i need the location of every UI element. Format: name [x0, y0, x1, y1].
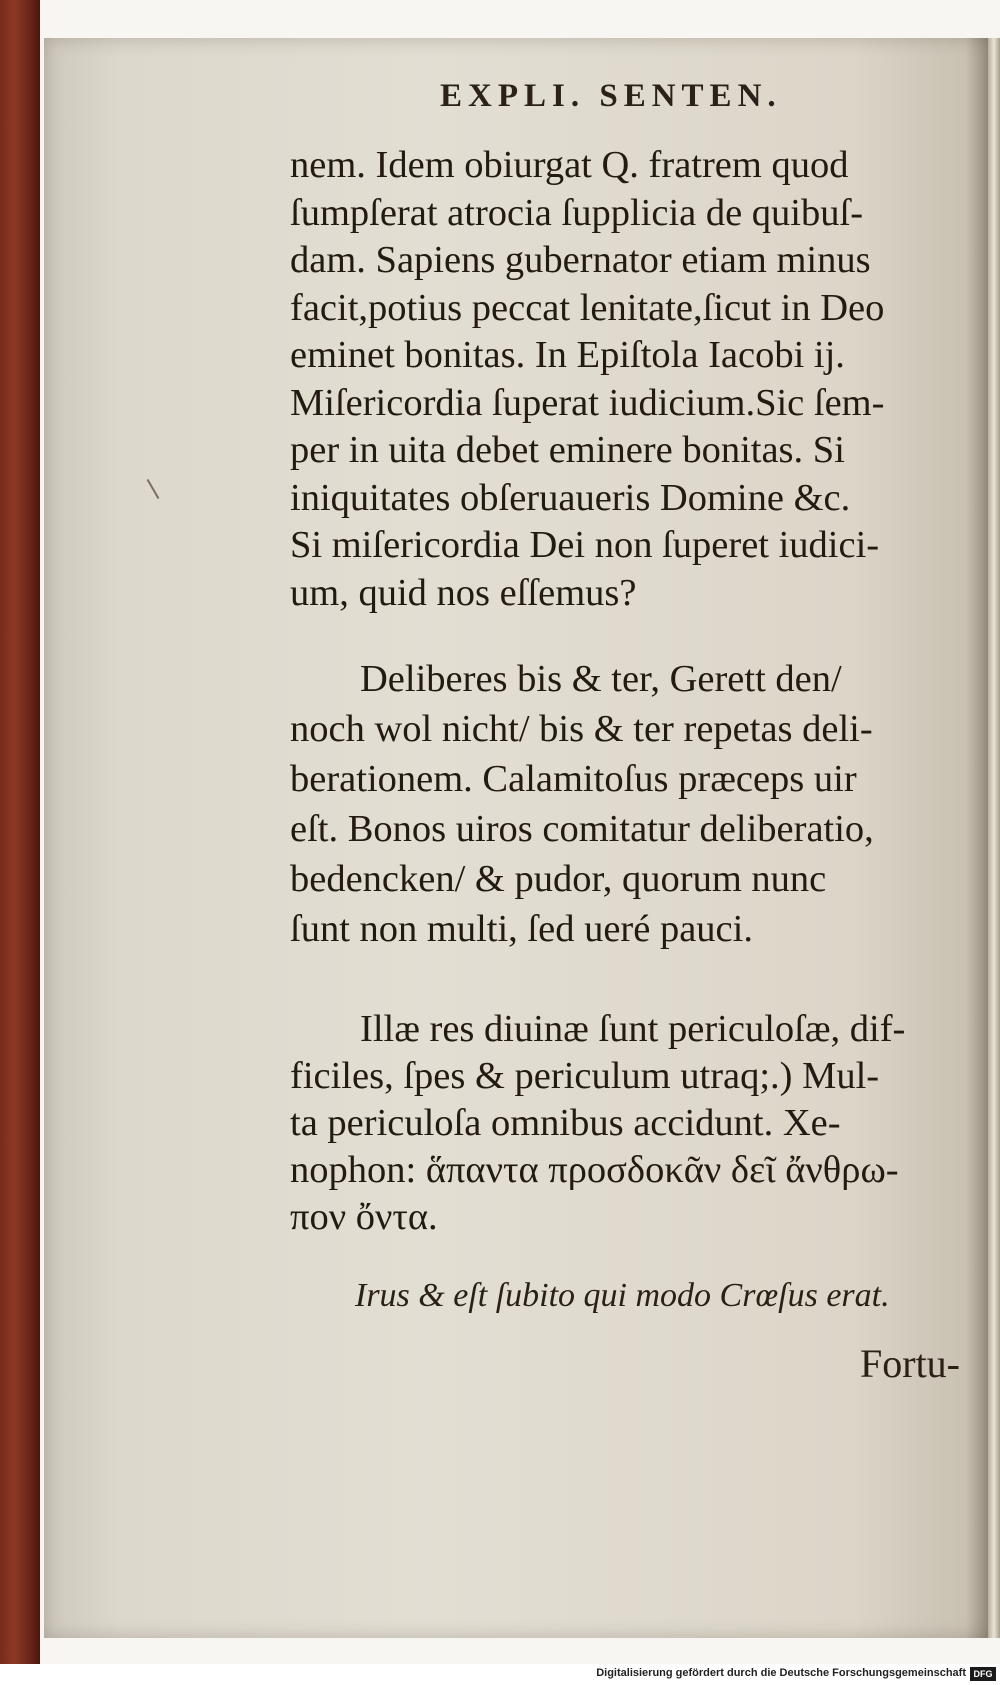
text-line: Miſericordia ſuperat iudicium.Sic ſem- — [290, 381, 885, 424]
text-line: noch wol nicht/ bis & ter repetas deli- — [290, 708, 873, 750]
text-line: ficiles, ſpes & periculum utraq;.) Mul- — [290, 1055, 880, 1097]
dfg-logo: DFG — [970, 1667, 996, 1681]
text-line: per in uita debet eminere bonitas. Si — [290, 429, 845, 471]
catchword: Fortu- — [860, 1341, 960, 1386]
text-line: Si miſericordia Dei non ſuperet iudici- — [290, 524, 880, 566]
footer-bar — [0, 1664, 1000, 1685]
paragraph-2 — [290, 654, 990, 954]
paragraph-1 — [290, 142, 990, 617]
text-line: ta periculoſa omnibus accidunt. Xe- — [290, 1102, 841, 1144]
text-line: ſunt non multi, ſed ueré pauci. — [290, 908, 753, 950]
text-line: nem. Idem obiurgat Q. fratrem quod — [290, 144, 849, 186]
text-line: berationem. Calamitoſus præceps uir — [290, 758, 857, 800]
text-line: facit,potius peccat lenitate,ſicut in Deo — [290, 286, 885, 329]
text-line: nophon: ἅπαντα προσδοκᾶν δεῖ ἄνθρω- — [290, 1149, 899, 1191]
text-line: dam. Sapiens gubernator etiam minus — [290, 239, 871, 281]
text-line: Illæ res diuinæ ſunt periculoſæ, dif- — [360, 1008, 906, 1050]
text-line: iniquitates obſeruaueris Domine &c. — [290, 476, 851, 519]
text-line: bedencken/ & pudor, quorum nunc — [290, 858, 827, 900]
footer-credit: Digitalisierung gefördert durch die Deutsche Forschungsgemeinschaft — [596, 1667, 966, 1679]
text-line: ſumpſerat atrocia ſupplicia de quibuſ- — [290, 191, 864, 234]
running-title: EXPLI. SENTEN. — [440, 78, 782, 114]
verse-quotation: Irus & eſt ſubito qui modo Crœſus erat. — [355, 1277, 890, 1314]
paragraph-3 — [290, 1006, 990, 1241]
text-line: um, quid nos eſſemus? — [290, 571, 637, 614]
text-line: eminet bonitas. In Epiſtola Iacobi ij. — [290, 334, 845, 376]
text-line: πον ὄντα. — [290, 1196, 438, 1238]
text-line: Deliberes bis & ter, Gerett den/ — [360, 658, 842, 700]
text-line: eſt. Bonos uiros comitatur deliberatio, — [290, 808, 874, 850]
